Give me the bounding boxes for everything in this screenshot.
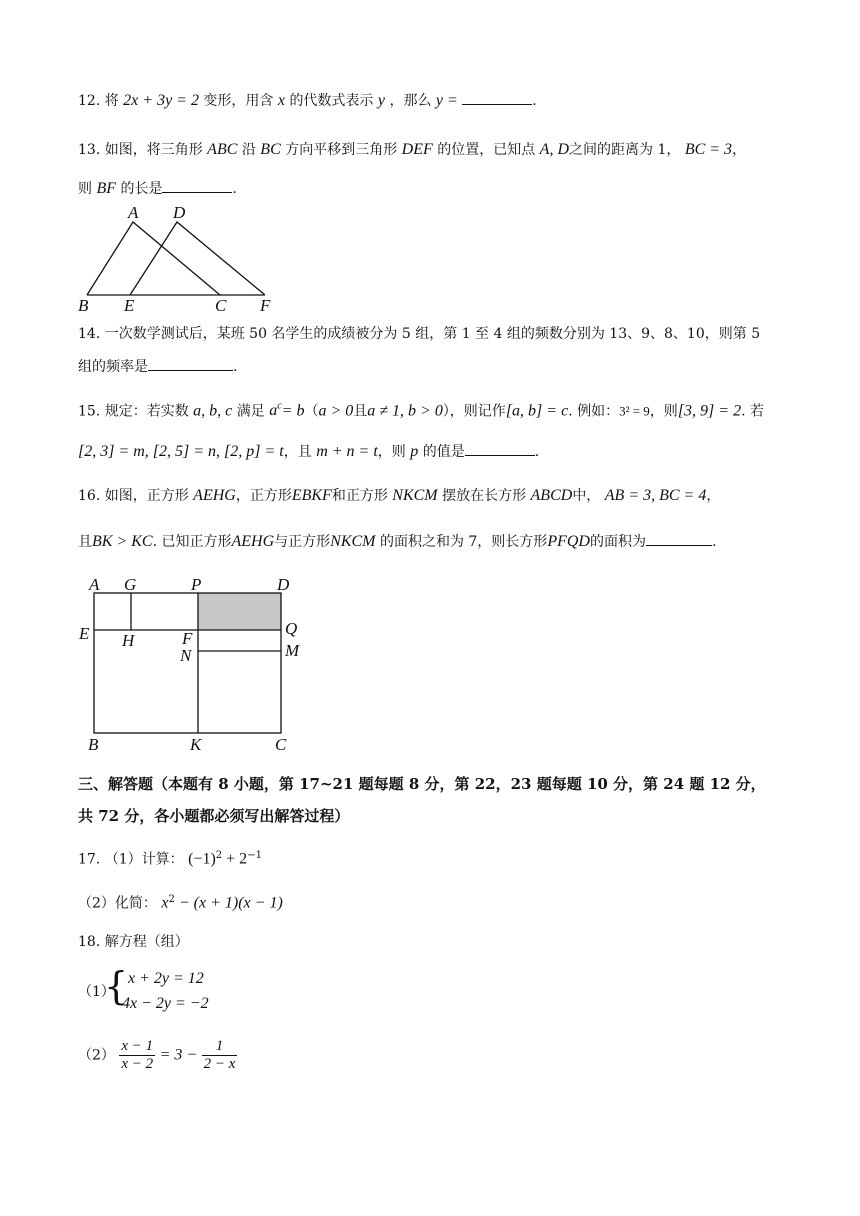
question-12: 12. 将 2x + 3y = 2 变形，用含 x 的代数式表示 y ，那么 y = . <box>78 92 537 109</box>
label-e: E <box>79 624 90 643</box>
question-18: 18. 解方程（组） <box>78 934 189 950</box>
question-number: 17. <box>78 851 101 868</box>
question-number: 12. <box>78 93 101 109</box>
question-15: 15. 规定：若实数 a, b, c 满足 $a^c= b(a > 0$且a ≠ 1, b > 0），则记作[a, b] = c. 例如：3² = 9，则[3, 9] = 2. 若 <box>78 401 764 420</box>
question-13: 13. 如图，将三角形 ABC 沿 BC 方向平移到三角形 DEF 的位置，已知点 A, D之间的距离为 1， BC = 3， <box>78 141 747 158</box>
question-18-part2: （2） $\frac{x - 1}{x - 2}$ = 3 − $\frac{1}{2 - x}$ <box>78 1038 236 1072</box>
triangle-def <box>130 222 265 295</box>
equation: 2x + 3y = 2 <box>123 92 199 109</box>
label-a: A <box>128 203 139 222</box>
system-brace: { <box>104 964 129 1008</box>
answer-blank <box>162 178 232 193</box>
question-13-line2: 则 BF 的长是 . <box>78 180 237 197</box>
answer-blank <box>465 441 535 456</box>
answer-blank <box>646 531 712 546</box>
question-number: 14. <box>78 326 101 342</box>
section-3-heading: 三、解答题（本题有 8 小题，第 17~21 题每题 8 分，第 22，23 题每题 10 分，第 24 题 12 分， <box>78 775 766 793</box>
equation-2: 4x − 2y = −2 <box>122 995 209 1012</box>
question-18-part1-label: （1） <box>78 984 115 1000</box>
question-number: 13. <box>78 142 101 158</box>
question-14: 14. 一次数学测试后，某班 50 名学生的成绩被分为 5 组，第 1 至 4 组的频数分别为 13、9、8、10，则第 5 <box>78 326 761 342</box>
label-b: B <box>78 296 89 315</box>
label-e: E <box>124 296 135 315</box>
label-m: M <box>285 641 300 660</box>
fraction-1: $\frac{x - 1}{x - 2}$ <box>121 1038 154 1072</box>
label-d: D <box>173 203 186 222</box>
label-g: G <box>124 575 137 594</box>
answer-blank <box>462 90 532 105</box>
rectangle-squares-figure <box>74 572 314 758</box>
question-17-part2: （2）化简： $x^2 - (x + 1)(x - 1)$ <box>78 894 283 912</box>
question-16-line2: 且BK > KC. 已知正方形AEHG与正方形NKCM 的面积之和为 7，则长方形PFQD的面积为 . <box>78 533 717 550</box>
label-k: K <box>190 735 202 754</box>
label-c: C <box>215 296 227 315</box>
label-f: F <box>182 629 193 648</box>
label-n: N <box>180 646 192 665</box>
fraction-2: $\frac{1}{2 - x}$ <box>203 1038 236 1072</box>
label-d: D <box>277 575 290 594</box>
label-c: C <box>275 735 287 754</box>
triangle-translation-figure <box>70 200 290 315</box>
question-17-part1: 17. （1）计算： $(-1)^2 + 2^{-1}$ <box>78 850 262 868</box>
label-p: P <box>191 575 202 594</box>
question-number: 18. <box>78 934 101 950</box>
question-16: 16. 如图，正方形 AEHG，正方形EBKF和正方形 NKCM 摆放在长方形 ABCD中， AB = 3, BC = 4， <box>78 487 721 504</box>
answer-blank <box>148 356 233 371</box>
label-f: F <box>260 296 271 315</box>
shaded-rect-pfqd <box>198 593 281 630</box>
label-a: A <box>89 575 100 594</box>
label-q: Q <box>285 619 298 638</box>
label-h: H <box>122 631 135 650</box>
question-15-line2: [2, 3] = m, [2, 5] = n, [2, p] = t，且 m + n = t，则 p 的值是 . <box>78 443 540 460</box>
question-number: 16. <box>78 488 101 504</box>
equation-1: x + 2y = 12 <box>128 970 204 987</box>
question-14-line2: 组的频率是 . <box>78 356 237 377</box>
label-b: B <box>88 735 99 754</box>
question-number: 15. <box>78 403 101 420</box>
section-3-heading-line2: 共 72 分，各小题都必须写出解答过程） <box>78 807 350 825</box>
